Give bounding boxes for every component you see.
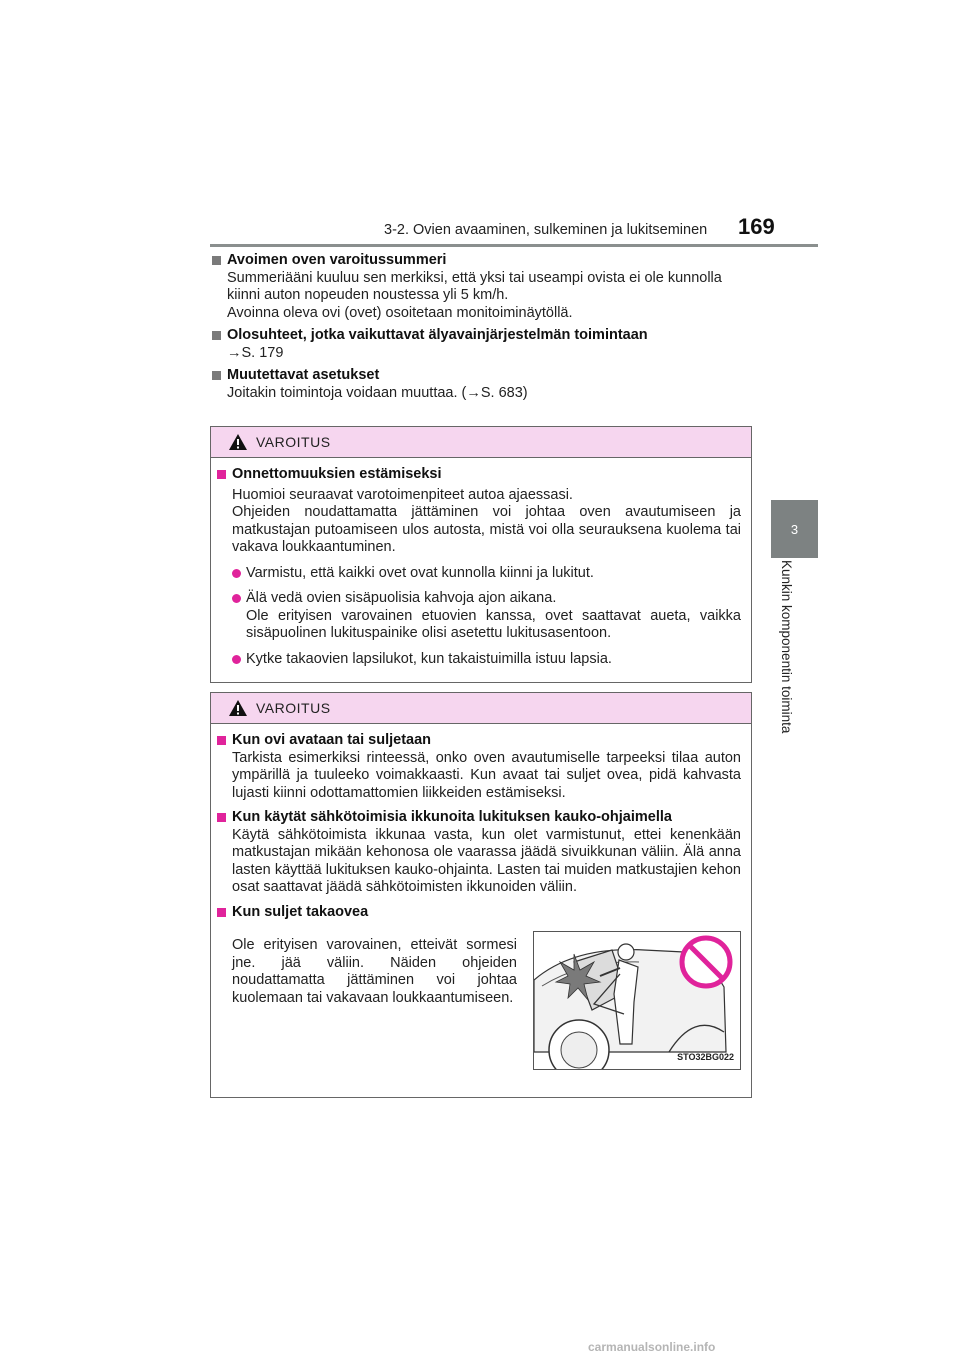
list-item: Varmistu, että kaikki ovet ovat kunnolla kiinni ja lukitut. — [215, 565, 741, 583]
warning-heading: Onnettomuuksien estämiseksi — [232, 466, 442, 482]
page-reference-link[interactable]: →S. 179 — [227, 344, 284, 361]
square-bullet-icon — [212, 256, 221, 265]
dot-bullet-icon — [232, 569, 241, 578]
warning-text: Ole erityisen varovainen, etteivät sormesi jne. jää väliin. Näiden ohjeiden noudattamatta jättäminen voi johtaa kuolemaan tai vakavaan loukkaantumiseen. — [232, 937, 517, 1006]
page-number: 169 — [738, 214, 775, 239]
warning-header — [211, 427, 751, 458]
warning-heading: Kun käytät sähkötoimisia ikkunoita lukituksen kauko-ohjaimella — [232, 809, 672, 825]
dot-bullet-icon — [232, 594, 241, 603]
square-bullet-icon — [217, 470, 226, 479]
warning-label: VAROITUS — [256, 434, 331, 450]
warning-triangle-icon — [228, 433, 248, 451]
warning-header — [211, 693, 751, 724]
back-door-illustration — [533, 931, 741, 1070]
chapter-label: Kunkin komponentin toiminta — [779, 560, 794, 734]
warning-text: Tarkista esimerkiksi rinteessä, onko oven avautumiselle tarpeeksi tilaa auton ympärillä ja tuuleeko voimakkaasti. Kun avaat tai suljet ovea, pidä kahvasta lujasti kiinni odottamattomien liikkeiden estämiseksi. — [232, 749, 741, 801]
square-bullet-icon — [217, 736, 226, 745]
warning-triangle-icon — [228, 699, 248, 717]
section-heading: Muutettavat asetukset — [227, 367, 380, 383]
intro-content — [210, 252, 750, 407]
section-smart-key-conditions — [210, 327, 750, 362]
warning-heading: Kun ovi avataan tai suljetaan — [232, 732, 432, 748]
chapter-number: 3 — [790, 521, 799, 537]
section-heading: Avoimen oven varoitussummeri — [227, 252, 447, 268]
warning-box-doors-windows — [210, 692, 752, 1098]
dot-bullet-icon — [232, 655, 241, 664]
square-bullet-icon — [217, 813, 226, 822]
header-divider — [210, 244, 818, 247]
square-bullet-icon — [212, 331, 221, 340]
warning-box-accidents — [210, 426, 752, 683]
warning-label: VAROITUS — [256, 700, 331, 716]
warning-heading: Kun suljet takaovea — [232, 903, 369, 920]
warning-section-opening-door — [215, 732, 741, 802]
section-heading: Olosuhteet, jotka vaikuttavat älyavainjärjestelmän toimintaan — [227, 327, 648, 343]
square-bullet-icon — [212, 371, 221, 380]
section-door-buzzer — [210, 252, 750, 322]
chapter-tab — [771, 500, 818, 558]
list-item: Älä vedä ovien sisäpuolisia kahvoja ajon aikana. Ole erityisen varovainen etuovien kanssa, ovet saattavat aueta, vaikka sisäpuolinen lukituspainike olisi asetettu lukitusasentoon. — [215, 590, 741, 643]
warning-section-power-windows — [215, 809, 741, 897]
warning-section-back-door — [215, 904, 741, 1071]
warning-text: Huomioi seuraavat varotoimenpiteet autoa ajaessasi. Ohjeiden noudattamatta jättäminen voi johtaa oven avautumiseen ja matkustajan putoamiseen ulos autosta, mistä voi olla seurauksena kuolema tai vakava loukkaantuminen. — [232, 486, 741, 555]
footer-watermark: carmanualsonline.info — [588, 1340, 716, 1354]
page-header — [0, 0, 960, 250]
section-custom-settings — [210, 367, 750, 402]
warning-text: Käytä sähkötoimista ikkunaa vasta, kun olet varmistunut, ettei kenenkään matkustajan mikään kehonosa ole vaarassa jäädä sivuikkunan väliin. Älä anna lasten käyttää lukituksen kauko-ohjainta. Lasten tai muiden matkustajien kehon osat saattavat jäädä sähkötoimisten ikkunoiden väliin. — [232, 826, 741, 895]
section-text: Summeriääni kuuluu sen merkiksi, että yksi tai useampi ovista ei ole kunnolla kiinni auton nopeuden noustessa yli 5 km/h. Avoinna oleva ovi (ovet) osoitetaan monitoiminäytöllä. — [227, 269, 722, 321]
square-bullet-icon — [217, 908, 226, 917]
section-text: Joitakin toimintoja voidaan muuttaa. (→S. 683) — [227, 384, 528, 401]
illustration-code: STO32BG022 — [677, 1051, 734, 1062]
section-title: 3-2. Ovien avaaminen, sulkeminen ja lukitseminen — [384, 222, 708, 238]
list-item: Kytke takaovien lapsilukot, kun takaistuimilla istuu lapsia. — [215, 651, 741, 669]
